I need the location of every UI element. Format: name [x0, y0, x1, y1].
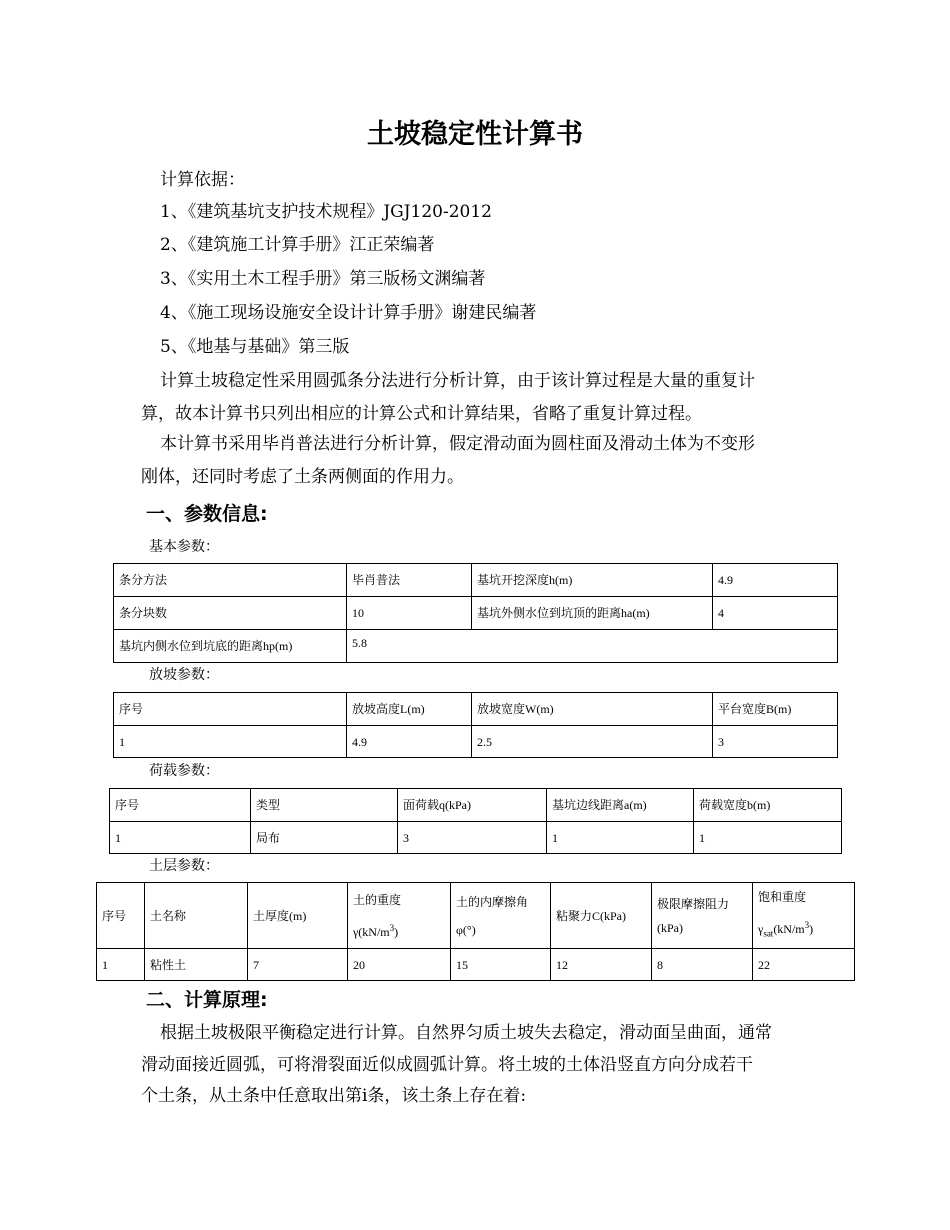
table-header-cell: 序号 [110, 789, 251, 822]
table-header-row [110, 789, 842, 822]
table-cell: 基坑内侧水位到坑底的距离hp(m) [114, 630, 347, 663]
table-cell: 5.8 [347, 630, 838, 663]
table-cell: 4.9 [713, 564, 838, 597]
table-cell: 3 [398, 822, 547, 854]
table-header-cell: 土名称 [145, 883, 248, 949]
header-text: 饱和重度 [758, 890, 807, 905]
intro-paragraph-1-line-1: 计算土坡稳定性采用圆弧条分法进行分析计算，由于该计算过程是大量的重复计 [160, 371, 755, 391]
table-header-cell: 放坡高度L(m) [347, 693, 472, 726]
table-row [110, 822, 842, 854]
basic-params-table [113, 563, 838, 663]
table-header-cell: 土厚度(m) [248, 883, 348, 949]
section-heading-params: 一、参数信息: [146, 503, 268, 525]
reference-item: 5、《地基与基础》第三版 [160, 337, 350, 357]
header-text: (kN/m [773, 922, 805, 937]
table-row [114, 726, 838, 758]
header-superscript: 3 [804, 920, 810, 931]
table-cell: 1 [97, 949, 145, 981]
header-text: ) [394, 924, 399, 939]
table-header-cell [451, 883, 551, 949]
table-cell: 15 [451, 949, 551, 981]
principle-line-1: 根据土坡极限平衡稳定进行计算。自然界匀质土坡失去稳定，滑动面呈曲面，通常 [160, 1023, 772, 1043]
table-cell: 局布 [251, 822, 398, 854]
table-cell: 12 [551, 949, 652, 981]
reference-item: 1、《建筑基坑支护技术规程》JGJ120-2012 [160, 202, 492, 222]
table-cell: 条分块数 [114, 597, 347, 630]
intro-paragraph-2-line-2: 刚体，还同时考虑了土条两侧面的作用力。 [141, 467, 464, 487]
table-cell: 条分方法 [114, 564, 347, 597]
table-header-cell: 面荷载q(kPa) [398, 789, 547, 822]
slope-params-table [113, 692, 838, 758]
reference-item: 2、《建筑施工计算手册》江正荣编著 [160, 235, 435, 255]
table-cell: 1 [547, 822, 694, 854]
table-cell: 7 [248, 949, 348, 981]
table-cell: 基坑外侧水位到坑顶的距离ha(m) [472, 597, 713, 630]
header-superscript: 3 [389, 922, 395, 933]
table-cell: 1 [694, 822, 842, 854]
table-cell: 1 [114, 726, 347, 758]
table-header-cell [348, 883, 451, 949]
table-header-row [97, 883, 855, 949]
table-header-cell: 基坑边线距离a(m) [547, 789, 694, 822]
table-cell: 10 [347, 597, 472, 630]
basis-label: 计算依据： [160, 170, 245, 190]
header-text: (kPa) [657, 920, 683, 935]
header-subscript: sat [763, 928, 774, 939]
basic-params-label: 基本参数： [149, 539, 219, 555]
table-cell: 基坑开挖深度h(m) [472, 564, 713, 597]
table-header-cell: 荷载宽度b(m) [694, 789, 842, 822]
table-cell: 2.5 [472, 726, 713, 758]
table-header-cell: 粘聚力C(kPa) [551, 883, 652, 949]
table-row [114, 564, 838, 597]
table-header-cell: 放坡宽度W(m) [472, 693, 713, 726]
page-title: 土坡稳定性计算书 [367, 119, 583, 150]
section-heading-principle: 二、计算原理: [146, 989, 268, 1011]
reference-item: 4、《施工现场设施安全设计计算手册》谢建民编著 [160, 303, 537, 323]
soil-params-label: 土层参数： [149, 858, 219, 874]
header-text: γ(kN/m [353, 924, 390, 939]
table-cell: 20 [348, 949, 451, 981]
table-cell: 4.9 [347, 726, 472, 758]
principle-line-3: 个土条，从土条中任意取出第i条，该土条上存在着: [141, 1086, 527, 1106]
header-text: 土的内摩擦角 [456, 894, 529, 909]
principle-line-2: 滑动面接近圆弧，可将滑裂面近似成圆弧计算。将土坡的土体沿竖直方向分成若干 [141, 1055, 753, 1075]
table-cell: 8 [652, 949, 753, 981]
table-cell: 3 [713, 726, 838, 758]
header-text: 土的重度 [353, 892, 402, 907]
table-header-cell [753, 883, 855, 949]
table-header-row [114, 693, 838, 726]
table-header-cell: 序号 [97, 883, 145, 949]
table-row [114, 597, 838, 630]
load-params-table [109, 788, 842, 854]
header-text: ) [809, 922, 814, 937]
table-header-cell: 平台宽度B(m) [713, 693, 838, 726]
load-params-label: 荷载参数： [149, 763, 219, 779]
table-header-cell: 类型 [251, 789, 398, 822]
header-text: γ [758, 922, 764, 937]
table-cell: 1 [110, 822, 251, 854]
soil-params-table [96, 882, 855, 981]
table-header-cell [652, 883, 753, 949]
slope-params-label: 放坡参数： [149, 667, 219, 683]
table-cell: 22 [753, 949, 855, 981]
table-cell: 毕肖普法 [347, 564, 472, 597]
table-cell: 4 [713, 597, 838, 630]
table-cell: 粘性土 [145, 949, 248, 981]
intro-paragraph-2-line-1: 本计算书采用毕肖普法进行分析计算，假定滑动面为圆柱面及滑动土体为不变形 [160, 434, 755, 454]
table-row [114, 630, 838, 663]
header-text: 极限摩擦阻力 [657, 896, 730, 911]
intro-paragraph-1-line-2: 算，故本计算书只列出相应的计算公式和计算结果，省略了重复计算过程。 [141, 404, 702, 424]
header-text: φ(°) [456, 922, 476, 937]
table-row [97, 949, 855, 981]
reference-item: 3、《实用土木工程手册》第三版杨文渊编著 [160, 269, 486, 289]
table-header-cell: 序号 [114, 693, 347, 726]
